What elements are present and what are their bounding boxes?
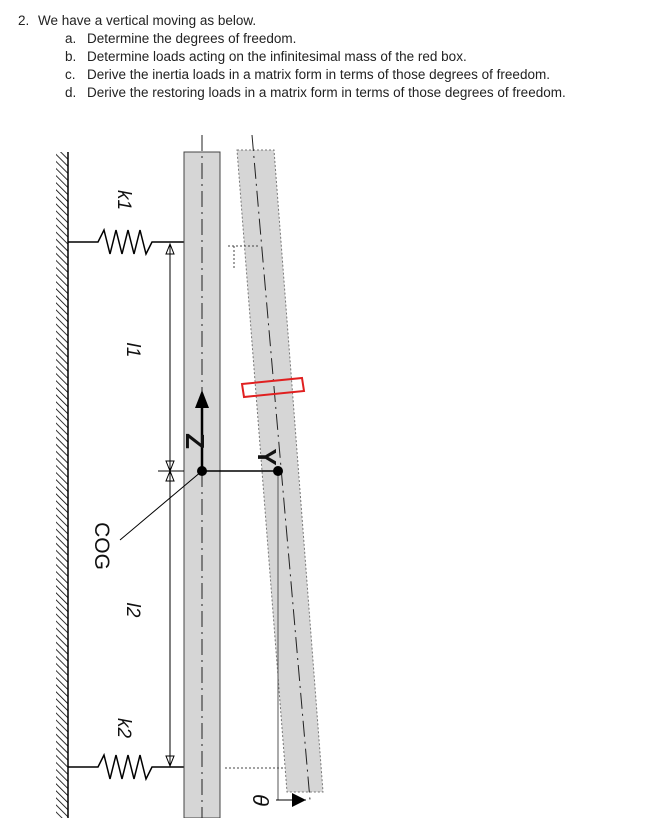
question-text: We have a vertical moving as below. <box>38 13 257 28</box>
cog-label: COG <box>90 522 113 570</box>
spring-k1-label: k1 <box>113 189 134 211</box>
length-l1-label: l1 <box>122 342 143 358</box>
theta-label: θ <box>248 794 273 806</box>
length-l2-label: l2 <box>122 602 143 618</box>
question-number: 2. <box>18 13 30 28</box>
item-text: Derive the restoring loads in a matrix form in terms of those degrees of freedom. <box>87 85 566 100</box>
displaced-cog-dot <box>273 466 283 476</box>
theta-arrowhead <box>292 793 306 807</box>
item-text: Derive the inertia loads in a matrix form in terms of those degrees of freedom. <box>87 67 550 82</box>
wall-hatching <box>56 152 68 818</box>
item-letter: d. <box>65 85 77 100</box>
item-text: Determine the degrees of freedom. <box>87 31 297 46</box>
spring-top <box>68 230 184 254</box>
axis-z-label: Z <box>180 433 210 449</box>
item-letter: a. <box>65 31 77 46</box>
cog-dot <box>197 466 207 476</box>
item-letter: c. <box>65 67 76 82</box>
spring-k2-label: k2 <box>113 717 134 739</box>
item-text: Determine loads acting on the infinitesimal mass of the red box. <box>87 49 467 64</box>
item-letter: b. <box>65 49 77 64</box>
axis-y-label: Y <box>252 448 282 466</box>
